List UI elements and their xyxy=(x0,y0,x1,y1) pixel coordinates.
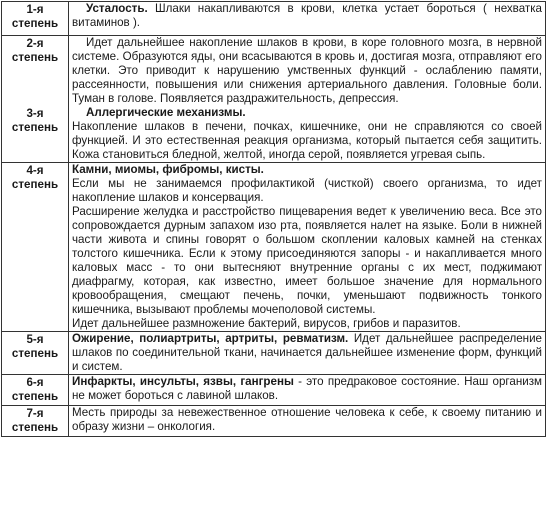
stage-title: Камни, миомы, фибромы, кисты. xyxy=(72,163,264,176)
stage-word: степень xyxy=(11,347,59,360)
stage-label xyxy=(2,375,69,406)
stage-description xyxy=(69,2,546,36)
table-row xyxy=(2,163,546,332)
stage-number: 6-я xyxy=(26,376,44,389)
stage-label xyxy=(2,106,69,163)
stage-number: 2-я xyxy=(26,37,44,50)
stage-label xyxy=(2,406,69,437)
stage-number: 5-я xyxy=(26,333,44,346)
stage-title: Ожирение, полиартриты, артриты, ревматизм. xyxy=(72,332,349,345)
stage-title: Аллергические механизмы. xyxy=(86,106,246,119)
stage-label xyxy=(2,2,69,36)
stage-title: Инфаркты, инсульты, язвы, гангрены xyxy=(72,375,294,388)
stage-word: степень xyxy=(11,17,59,30)
table-row xyxy=(2,332,546,375)
stage-word: степень xyxy=(11,178,59,191)
stage-text: - это предраковое состояние. Наш организм не может бороться с лавиной шлаков. xyxy=(72,375,542,402)
stage-number: 7-я xyxy=(26,407,44,420)
stages-table xyxy=(1,1,546,437)
stage-description xyxy=(69,163,546,332)
stage-paragraph: Идет дальнейшее размножение бактерий, вирусов, грибов и паразитов. xyxy=(72,317,461,330)
stage-title: Усталость. xyxy=(86,2,148,15)
stage-word: степень xyxy=(11,421,59,434)
stage-description xyxy=(69,36,546,107)
stage-paragraph: Расширение желудка и расстройство пищеварения ведет к увеличению веса. Все это сопровождается дурным запахом изо рта, появляется налет на языке. Боли в нижней части живота и спины говорят о большом скоплении каловых камней на стенках толстого кишечника. Если к этому присоединяются запоры - и накапливается много каловых масс - то они вытесняют внутренние органы с их мест, поджимают диафрагму, которая, как известно, имеет большое значение для нормального кровообращения, смещают печень, почки, уменьшают подвижность тонкого кишечника, вызывают проблемы мочеполовой системы. xyxy=(72,205,542,316)
stage-text: Накопление шлаков в печени, почках, кишечнике, они не справляются со своей функцией. И это естественная реакция организма, который пытается себя защитить. Кожа становиться бледной, желтой, иногда серой, появляется угревая сыпь. xyxy=(72,120,542,161)
stage-label xyxy=(2,36,69,107)
stage-text: Идет дальнейшее распределение шлаков по соединительной ткани, начинается дальнейшее изменение форм, функций и систем. xyxy=(72,332,542,373)
stage-text: Идет дальнейшее накопление шлаков в крови, в коре головного мозга, в нервной системе. Образуются яды, они всасываются в кровь и, достигая мозга, отправляют его клетки. Это приводит к нарушению умственных функций - ослаблению памяти, рассеянности, повышения или снижения артериального давления. Головные боли. Туман в голове. Появляется раздражительность, депрессия. xyxy=(72,36,542,105)
stage-number: 3-я xyxy=(26,107,44,120)
stage-word: степень xyxy=(11,390,59,403)
stage-word: степень xyxy=(11,51,59,64)
stage-description xyxy=(69,375,546,406)
stage-text: Месть природы за невежественное отношение человека к себе, к своему питанию и образу жизни – онкология. xyxy=(72,406,542,433)
stage-paragraph: Если мы не занимаемся профилактикой (чисткой) своего организма, то идет накопление шлаков и консервация. xyxy=(72,177,542,204)
table-row xyxy=(2,106,546,163)
stage-description xyxy=(69,406,546,437)
stage-description xyxy=(69,106,546,163)
stage-label xyxy=(2,163,69,332)
table-row xyxy=(2,36,546,107)
table-row xyxy=(2,375,546,406)
stage-word: степень xyxy=(11,121,59,134)
stage-description xyxy=(69,332,546,375)
stage-text: Шлаки накапливаются в крови, клетка устает бороться ( нехватка витаминов ). xyxy=(72,2,542,29)
stage-number: 1-я xyxy=(26,3,44,16)
table-row xyxy=(2,406,546,437)
stage-number: 4-я xyxy=(26,164,44,177)
table-row xyxy=(2,2,546,36)
stage-label xyxy=(2,332,69,375)
